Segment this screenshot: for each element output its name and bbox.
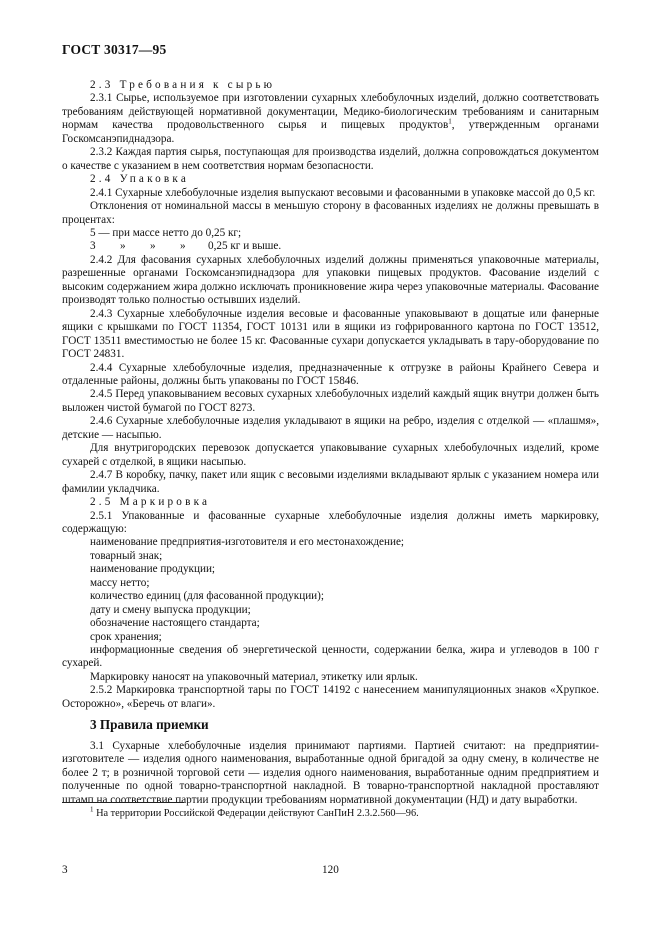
footnote <box>90 805 419 819</box>
section-3-heading: 3 Правила приемки <box>90 717 209 733</box>
paragraph-2-4-4: 2.4.4 Сухарные хлебобулочные изделия, предназначенные к отгрузке в районы Крайнего Севера и отдаленные районы, должны быть упакованы по ГОСТ 15846. <box>62 361 599 387</box>
paragraph-2-5-1: 2.5.1 Упакованные и фасованные сухарные хлебобулочные изделия должны иметь маркировку, содержащую: <box>62 509 599 535</box>
tolerance-line-2 <box>62 240 599 253</box>
marking-item: количество единиц (для фасованной продукции); <box>90 590 324 603</box>
footnote-divider <box>62 802 184 803</box>
paragraph-2-4-2: 2.4.2 Для фасования сухарных хлебобулочных изделий должны применяться упаковочные материалы, разрешенные органами Госкомсанэпиднадзора для упаковки пищевых продуктов. Фасование изделий с высоким содержанием жира должно исключать проникновение жира через упаковочные материалы. Фасование производят только полностью остывших изделий. <box>62 253 599 307</box>
footnote-mark: 1 <box>90 805 94 814</box>
tolerance-value: 3 <box>90 240 96 253</box>
document-body <box>62 79 599 807</box>
standard-header: ГОСТ 30317—95 <box>62 42 167 57</box>
marking-item: дату и смену выпуска продукции; <box>90 603 251 616</box>
marking-item: наименование продукции; <box>90 563 216 576</box>
ditto-mark: » <box>150 240 156 253</box>
ditto-mark: » <box>120 240 126 253</box>
paragraph-2-4-7: 2.4.7 В коробку, пачку, пакет или ящик с весовыми изделиями вкладывают ярлык с указанием номера или фамилии укладчика. <box>62 469 599 495</box>
paragraph-3-1: 3.1 Сухарные хлебобулочные изделия принимают партиями. Партией считают: на предприятии-изготовителе — изделия одного наименования, выработанные одной бригадой за одну смену, в количестве не более 2 т; в розничной торговой сети — изделия одного наименования, выработанные одним предприятием и полученные по одной товарно-транспортной накладной. В товарно-транспортной накладной проставляют штамп на соответствие партии продукции требованиям нормативной документации (НД) и дату выработки. <box>62 739 599 806</box>
marking-item: наименование предприятия-изготовителя и его местонахождение; <box>90 536 405 549</box>
paragraph-2-4-6: 2.4.6 Сухарные хлебобулочные изделия укладывают в ящики на ребро, изделия с отделкой — «плашмя», детские — насыпью. <box>62 415 599 441</box>
section-2-4-heading: 2.4 Упаковка <box>90 173 190 186</box>
paragraph-2-4-6b: Для внутригородских перевозок допускается упаковывание сухарных хлебобулочных изделий, кроме сухарей с отделкой, в ящики насыпью. <box>62 442 599 468</box>
footnote-text: На территории Российской Федерации действуют СанПиН 2.3.2.560—96. <box>93 808 419 819</box>
section-2-5-heading: 2.5 Маркировка <box>90 496 211 509</box>
marking-item: товарный знак; <box>90 549 163 562</box>
paragraph-2-4-5: 2.4.5 Перед упаковыванием весовых сухарных хлебобулочных изделий каждый ящик внутри должен быть выложен чистой бумагой по ГОСТ 8273. <box>62 388 599 414</box>
footnote-ref: 1 <box>448 117 452 126</box>
paragraph-2-3-2: 2.3.2 Каждая партия сырья, поступающая для производства изделий, должна сопровождаться документом о качестве с указанием в нем соответствия нормам безопасности. <box>62 146 599 172</box>
section-2-3-heading: 2.3 Требования к сырью <box>90 79 276 91</box>
paragraph-2-4-1b: Отклонения от номинальной массы в меньшую сторону в фасованных изделиях не должны превышать в процентах: <box>62 200 599 226</box>
marking-item: информационные сведения об энергетической ценности, содержании белка, жира и углеводов в 100 г сухарей. <box>62 644 599 670</box>
page-number-left: 3 <box>62 864 68 876</box>
ditto-mark: » <box>180 240 186 253</box>
tolerance-line-1: 5 — при массе нетто до 0,25 кг; <box>90 226 242 239</box>
paragraph-marking-note: Маркировку наносят на упаковочный материал, этикетку или ярлык. <box>90 670 418 683</box>
paragraph-2-4-3: 2.4.3 Сухарные хлебобулочные изделия весовые и фасованные упаковывают в дощатые или фанерные ящики с крышками по ГОСТ 11354, ГОСТ 10131 или в ящики из гофрированного картона по ГОСТ 13512, ГОСТ 13511 вместимостью не более 15 кг. Фасованные сухари допускается укладывать в тару-оборудование по ГОСТ 24831. <box>62 307 599 361</box>
tolerance-mass: 0,25 кг и выше. <box>208 240 282 253</box>
page-number-center: 120 <box>322 864 339 876</box>
marking-item: срок хранения; <box>90 630 162 643</box>
paragraph-2-3-1-text: 2.3.1 Сырье, используемое при изготовлении сухарных хлебобулочных изделий, должно соответствовать требованиям действующей нормативной документации, Медико-биологическим требованиям и санитарным нормам качества продовольственного сырья и пищевых продуктов <box>62 92 599 132</box>
marking-item: обозначение настоящего стандарта; <box>90 617 260 630</box>
paragraph-2-3-1-tail: , утвержденным органами Госкомсанэпиднадзора. <box>62 119 599 145</box>
paragraph-2-5-2: 2.5.2 Маркировка транспортной тары по ГОСТ 14192 с нанесением манипуляционных знаков «Хрупкое. Осторожно», «Беречь от влаги». <box>62 684 599 710</box>
paragraph-2-4-1: 2.4.1 Сухарные хлебобулочные изделия выпускают весовыми и фасованными в упаковке массой до 0,5 кг. <box>90 186 596 199</box>
marking-item: массу нетто; <box>90 576 150 589</box>
paragraph-2-3-1 <box>62 92 599 146</box>
